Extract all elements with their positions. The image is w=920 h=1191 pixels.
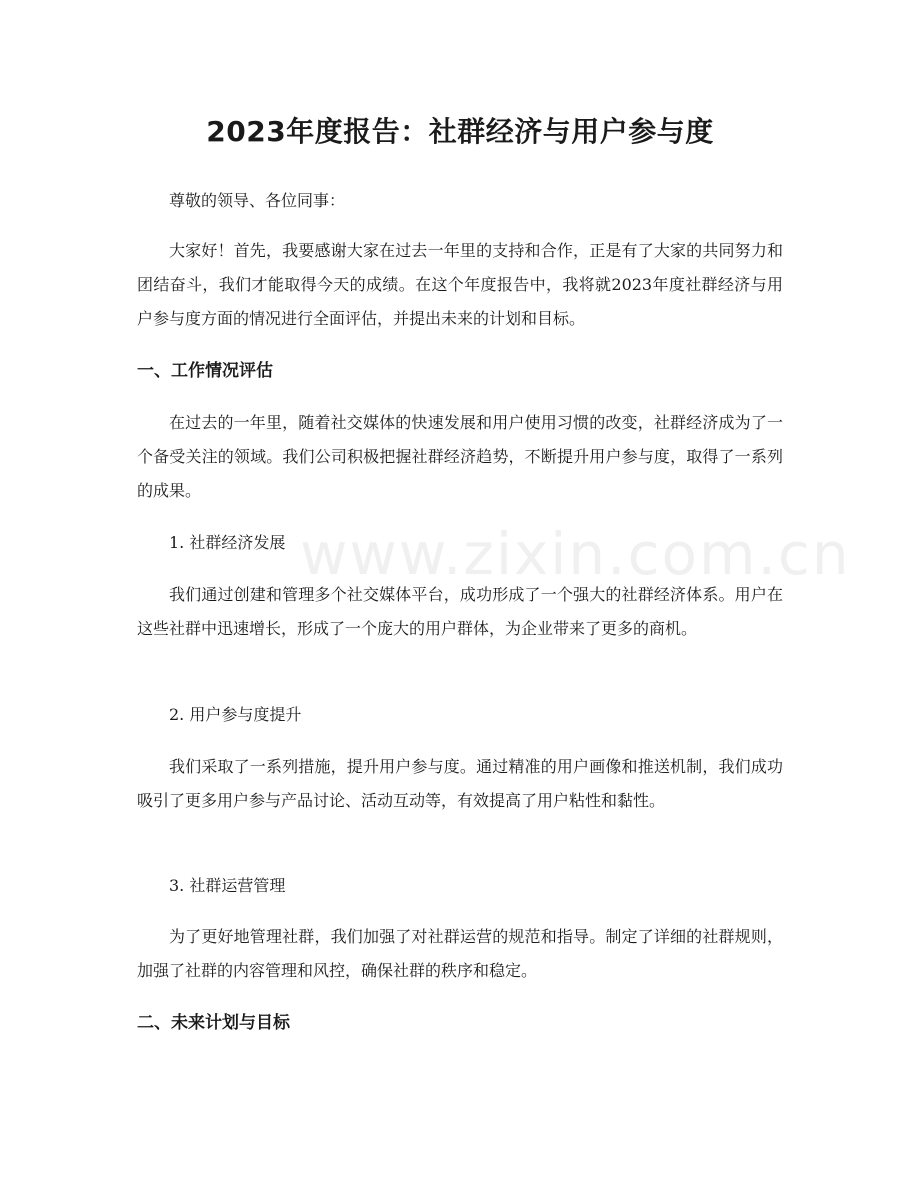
watermark: www.zixin.com.cn [300,520,851,588]
subheading-community-economy: 1. 社群经济发展 [169,533,286,552]
document-title: 2023年度报告：社群经济与用户参与度 [206,115,714,148]
community-operations-paragraph: 为了更好地管理社群，我们加强了对社群运营的规范和指导。制定了详细的社群规则，加强了社群的内容管理和风控，确保社群的秩序和稳定。 [137,927,783,980]
section-heading-evaluation: 一、工作情况评估 [137,361,273,381]
section-heading-future-plans: 二、未来计划与目标 [137,1013,290,1033]
subheading-user-engagement: 2. 用户参与度提升 [169,705,302,724]
greeting-paragraph: 尊敬的领导、各位同事： [169,191,346,210]
intro-paragraph: 大家好！首先，我要感谢大家在过去一年里的支持和合作，正是有了大家的共同努力和团结奋斗，我们才能取得今天的成绩。在这个年度报告中，我将就2023年度社群经济与用户参与度方面的情况进行全面评估，并提出未来的计划和目标。 [137,241,783,328]
user-engagement-paragraph: 我们采取了一系列措施，提升用户参与度。通过精准的用户画像和推送机制，我们成功吸引了更多用户参与产品讨论、活动互动等，有效提高了用户粘性和黏性。 [137,757,783,810]
community-economy-paragraph: 我们通过创建和管理多个社交媒体平台，成功形成了一个强大的社群经济体系。用户在这些社群中迅速增长，形成了一个庞大的用户群体，为企业带来了更多的商机。 [137,585,783,638]
subheading-community-operations: 3. 社群运营管理 [169,876,286,895]
evaluation-intro-paragraph: 在过去的一年里，随着社交媒体的快速发展和用户使用习惯的改变，社群经济成为了一个备受关注的领域。我们公司积极把握社群经济趋势，不断提升用户参与度，取得了一系列的成果。 [137,413,783,500]
